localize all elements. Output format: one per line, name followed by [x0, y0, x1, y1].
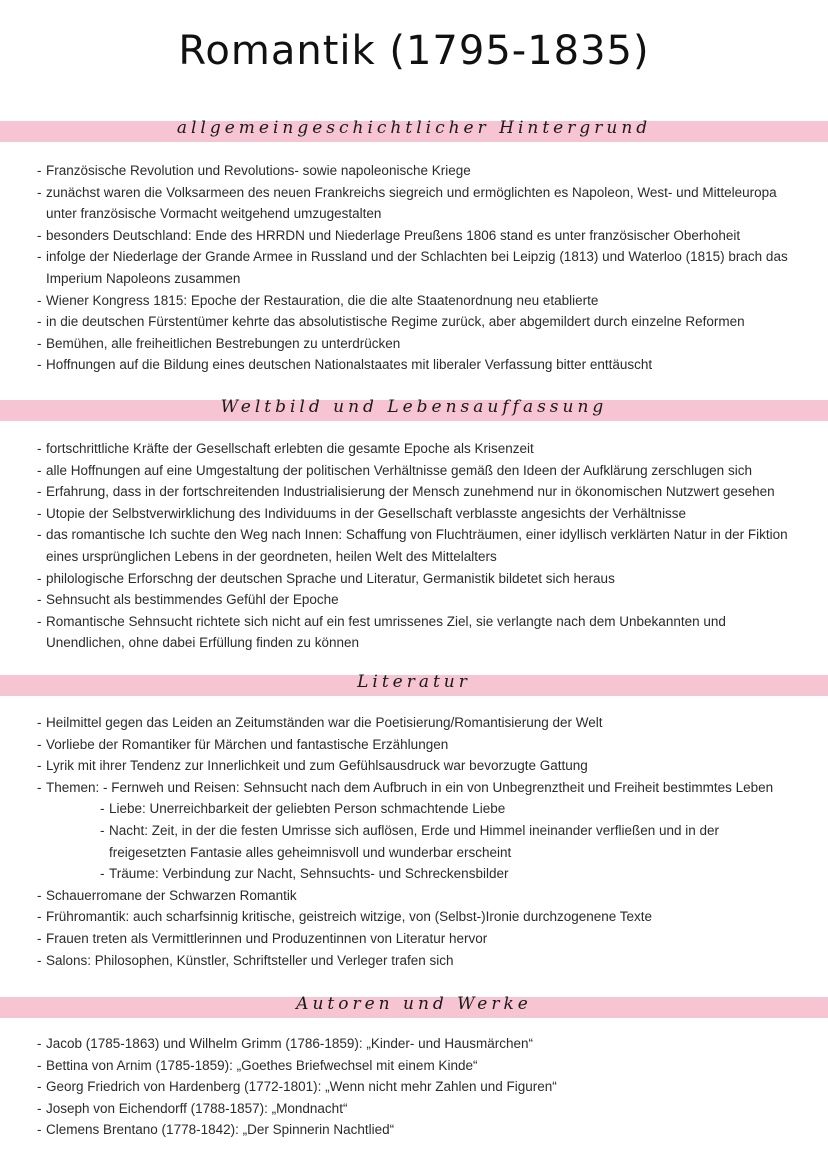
section-heading-worldview: Weltbild und Lebensauffassung [220, 397, 608, 417]
list-item: - Sehnsucht als bestimmendes Gefühl der Epoche [37, 589, 797, 611]
section-heading-background: allgemeingeschichtlicher Hintergrund [176, 118, 652, 138]
section-list-literature [37, 712, 797, 971]
section-list-worldview [37, 438, 797, 654]
list-item: - in die deutschen Fürstentümer kehrte das absolutistische Regime zurück, aber abgemildert durch einzelne Reformen [37, 311, 797, 333]
list-item: - Themen: - Fernweh und Reisen: Sehnsucht nach dem Aufbruch in ein von Unbegrenztheit und Freiheit bestimmtes Leben [37, 777, 797, 799]
page-title: Romantik (1795-1835) [178, 28, 650, 74]
list-item: - Bettina von Arnim (1785-1859): „Goethes Briefwechsel mit einem Kinde“ [37, 1055, 797, 1077]
list-item: - zunächst waren die Volksarmeen des neuen Frankreichs siegreich und ermöglichten es Napoleon, West- und Mitteleuropa unter französische Vormacht weitgehend umzugestalten [37, 182, 797, 225]
list-item: - Wiener Kongress 1815: Epoche der Restauration, die die alte Staatenordnung neu etablierte [37, 290, 797, 312]
list-item: - das romantische Ich suchte den Weg nach Innen: Schaffung von Fluchträumen, einer idyllisch verklärten Natur in der Fiktion eines ursprünglichen Lebens in der geordneten, heilen Welt des Mittelalters [37, 524, 797, 567]
list-item: - alle Hoffnungen auf eine Umgestaltung der politischen Verhältnisse gemäß den Ideen der Aufklärung zerschlugen sich [37, 460, 797, 482]
list-item: - besonders Deutschland: Ende des HRRDN und Niederlage Preußens 1806 stand es unter französischer Oberhoheit [37, 225, 797, 247]
list-item: - Lyrik mit ihrer Tendenz zur Innerlichkeit und zum Gefühlsausdruck war bevorzugte Gattung [37, 755, 797, 777]
list-item: - infolge der Niederlage der Grande Armee in Russland und der Schlachten bei Leipzig (1813) und Waterloo (1815) brach das Imperium Napoleons zusammen [37, 246, 797, 289]
list-item: - Frauen treten als Vermittlerinnen und Produzentinnen von Literatur hervor [37, 928, 797, 950]
list-subitem: - Nacht: Zeit, in der die festen Umrisse sich auflösen, Erde und Himmel ineinander verfließen und in der freigesetzten Fantasie alles geheimnisvoll und wunderbar erscheint [37, 820, 797, 863]
list-item: - Clemens Brentano (1778-1842): „Der Spinnerin Nachtlied“ [37, 1119, 797, 1141]
list-item: - philologische Erforschng der deutschen Sprache und Literatur, Germanistik bildetet sich heraus [37, 568, 797, 590]
list-item: - Erfahrung, dass in der fortschreitenden Industrialisierung der Mensch zunehmend nur in ökonomischen Nutzwert gesehen [37, 481, 797, 503]
list-item: - fortschrittliche Kräfte der Gesellschaft erlebten die gesamte Epoche als Krisenzeit [37, 438, 797, 460]
list-item: - Joseph von Eichendorff (1788-1857): „Mondnacht“ [37, 1098, 797, 1120]
list-item: - Bemühen, alle freiheitlichen Bestrebungen zu unterdrücken [37, 333, 797, 355]
list-item: - Georg Friedrich von Hardenberg (1772-1801): „Wenn nicht mehr Zahlen und Figuren“ [37, 1076, 797, 1098]
list-item: - Utopie der Selbstverwirklichung des Individuums in der Gesellschaft verblasste angesichts der Verhältnisse [37, 503, 797, 525]
list-item: - Romantische Sehnsucht richtete sich nicht auf ein fest umrissenes Ziel, sie verlangte nach dem Unbekannten und Unendlichen, ohne dabei Erfüllung finden zu können [37, 611, 797, 654]
list-subitem: - Liebe: Unerreichbarkeit der geliebten Person schmachtende Liebe [37, 798, 797, 820]
list-item: - Frühromantik: auch scharfsinnig kritische, geistreich witzige, von (Selbst-)Ironie durchzogenene Texte [37, 906, 797, 928]
list-item: - Salons: Philosophen, Künstler, Schriftsteller und Verleger trafen sich [37, 950, 797, 972]
section-list-background [37, 160, 797, 376]
list-item: - Schauerromane der Schwarzen Romantik [37, 885, 797, 907]
list-item: - Jacob (1785-1863) und Wilhelm Grimm (1786-1859): „Kinder- und Hausmärchen“ [37, 1033, 797, 1055]
list-item: - Heilmittel gegen das Leiden an Zeitumständen war die Poetisierung/Romantisierung der Welt [37, 712, 797, 734]
list-item: - Französische Revolution und Revolutions- sowie napoleonische Kriege [37, 160, 797, 182]
list-item: - Vorliebe der Romantiker für Märchen und fantastische Erzählungen [37, 734, 797, 756]
section-list-authors [37, 1033, 797, 1141]
list-subitem: - Träume: Verbindung zur Nacht, Sehnsuchts- und Schreckensbilder [37, 863, 797, 885]
section-heading-authors: Autoren und Werke [296, 994, 532, 1014]
list-item: - Hoffnungen auf die Bildung eines deutschen Nationalstaates mit liberaler Verfassung bitter enttäuscht [37, 354, 797, 376]
section-heading-literature: Literatur [357, 672, 471, 692]
